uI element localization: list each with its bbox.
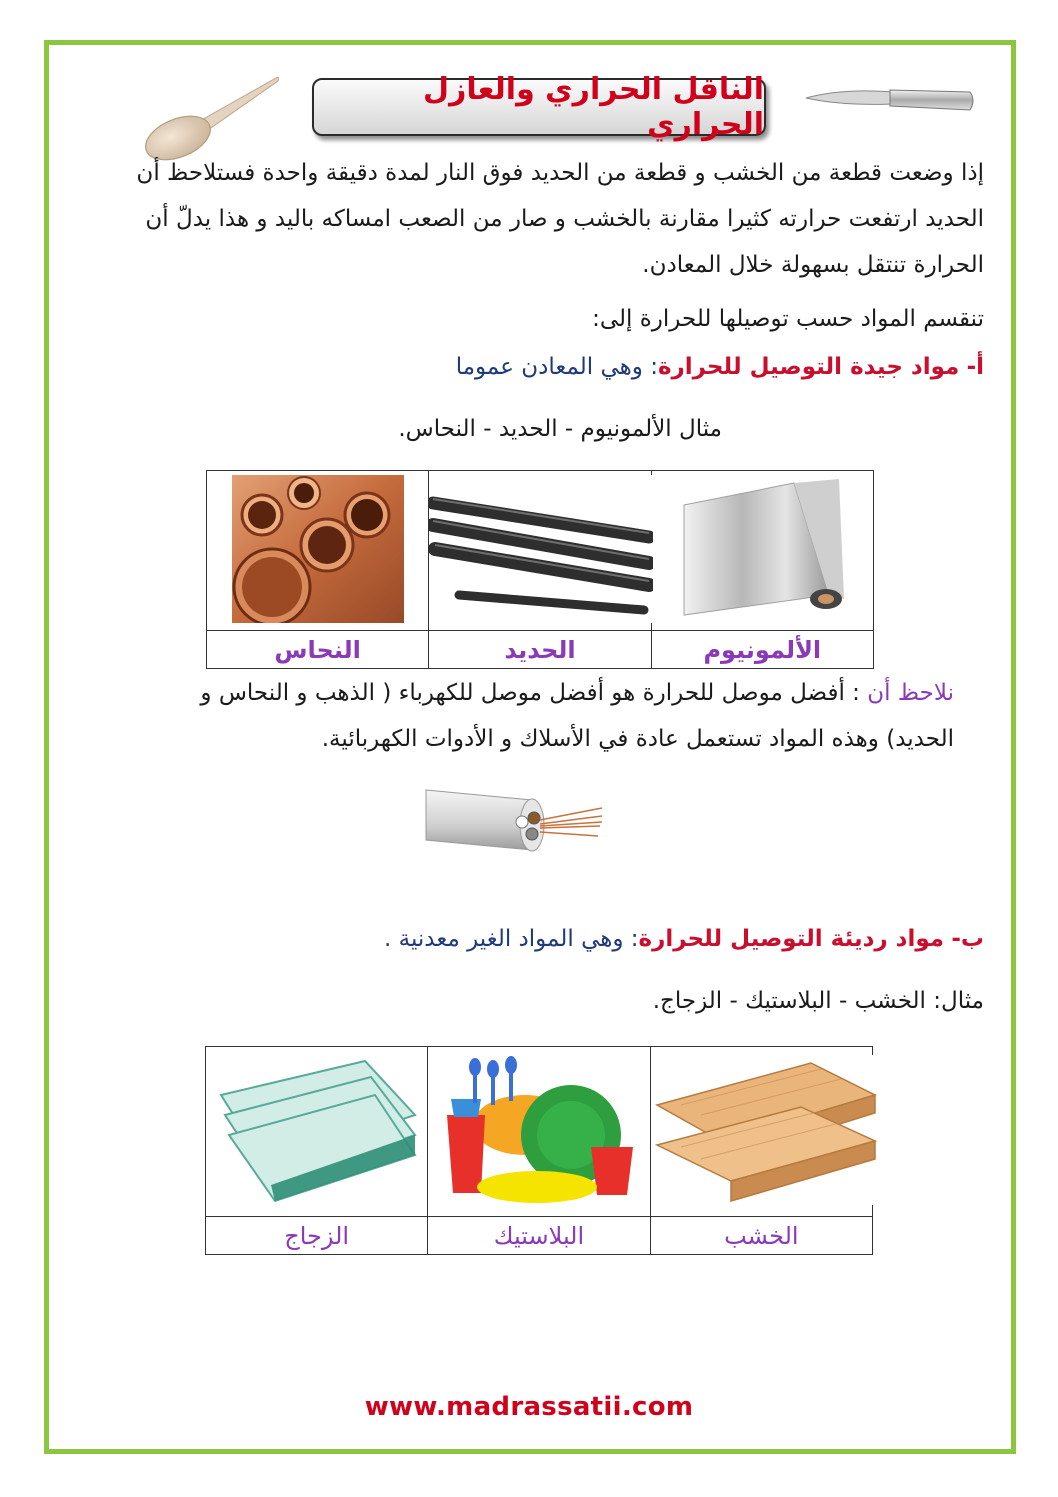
wood-cell [650, 1047, 872, 1217]
label-iron: الحديد [429, 631, 651, 669]
classification-text: تنقسم المواد حسب توصيلها للحرارة إلى: [592, 306, 984, 332]
section-b-heading: ب- مواد رديئة التوصيل للحرارة: وهي المواد الغير معدنية . [384, 926, 984, 952]
section-a-example: مثال الألمونيوم - الحديد - النحاس. [398, 416, 722, 442]
iron-cell [429, 471, 651, 631]
label-aluminum: الألمونيوم [651, 631, 873, 669]
page-title: الناقل الحراري والعازل الحراري [312, 78, 766, 136]
section-a-heading: أ- مواد جيدة التوصيل للحرارة: وهي المعادن عموما [455, 354, 984, 380]
electric-cable-image [422, 770, 604, 880]
section-a-prefix: أ- [966, 354, 984, 380]
label-wood: الخشب [650, 1217, 872, 1255]
glass-cell [206, 1047, 428, 1217]
glass-sheets-image [215, 1055, 419, 1205]
label-glass: الزجاج [206, 1217, 428, 1255]
section-b-title: مواد رديئة التوصيل للحرارة [638, 926, 945, 952]
note-paragraph [164, 670, 954, 762]
website-footer[interactable]: www.madrassatii.com [364, 1392, 694, 1422]
section-a-desc: وهي المعادن عموما [455, 354, 643, 380]
aluminum-foil-image [674, 475, 850, 623]
label-plastic: البلاستيك [428, 1217, 650, 1255]
wood-planks-image [651, 1055, 879, 1205]
iron-rebar-image [429, 475, 653, 623]
aluminum-cell [651, 471, 873, 631]
note-text: : أفضل موصل للحرارة هو أفضل موصل للكهرباء ( الذهب و النحاس و الحديد) وهذه المواد تستعمل عادة في الأسلاك و الأدوات الكهربائية. [200, 680, 954, 752]
section-a-title: مواد جيدة التوصيل للحرارة [657, 354, 960, 380]
plastic-cell [428, 1047, 650, 1217]
section-b-example: مثال: الخشب - البلاستيك - الزجاج. [652, 988, 984, 1014]
section-b-prefix: ب- [951, 926, 984, 952]
insulators-table [205, 1046, 873, 1255]
copper-cell [207, 471, 429, 631]
intro-paragraph: إذا وضعت قطعة من الخشب و قطعة من الحديد فوق النار لمدة دقيقة واحدة فستلاحظ أن الحديد ارتفعت حرارته كثيرا مقارنة بالخشب و صار من الصعب امساكه باليد و هذا يدلّ أن الحرارة تنتقل بسهولة خلال المعادن. [136, 160, 984, 278]
section-b-desc: وهي المواد الغير معدنية . [384, 926, 624, 952]
copper-pipes-image [232, 475, 404, 623]
knife-icon [802, 80, 977, 122]
conductors-table [206, 470, 874, 669]
plastic-dishes-image [441, 1055, 637, 1205]
label-copper: النحاس [207, 631, 429, 669]
note-label: نلاحظ أن [867, 680, 954, 706]
